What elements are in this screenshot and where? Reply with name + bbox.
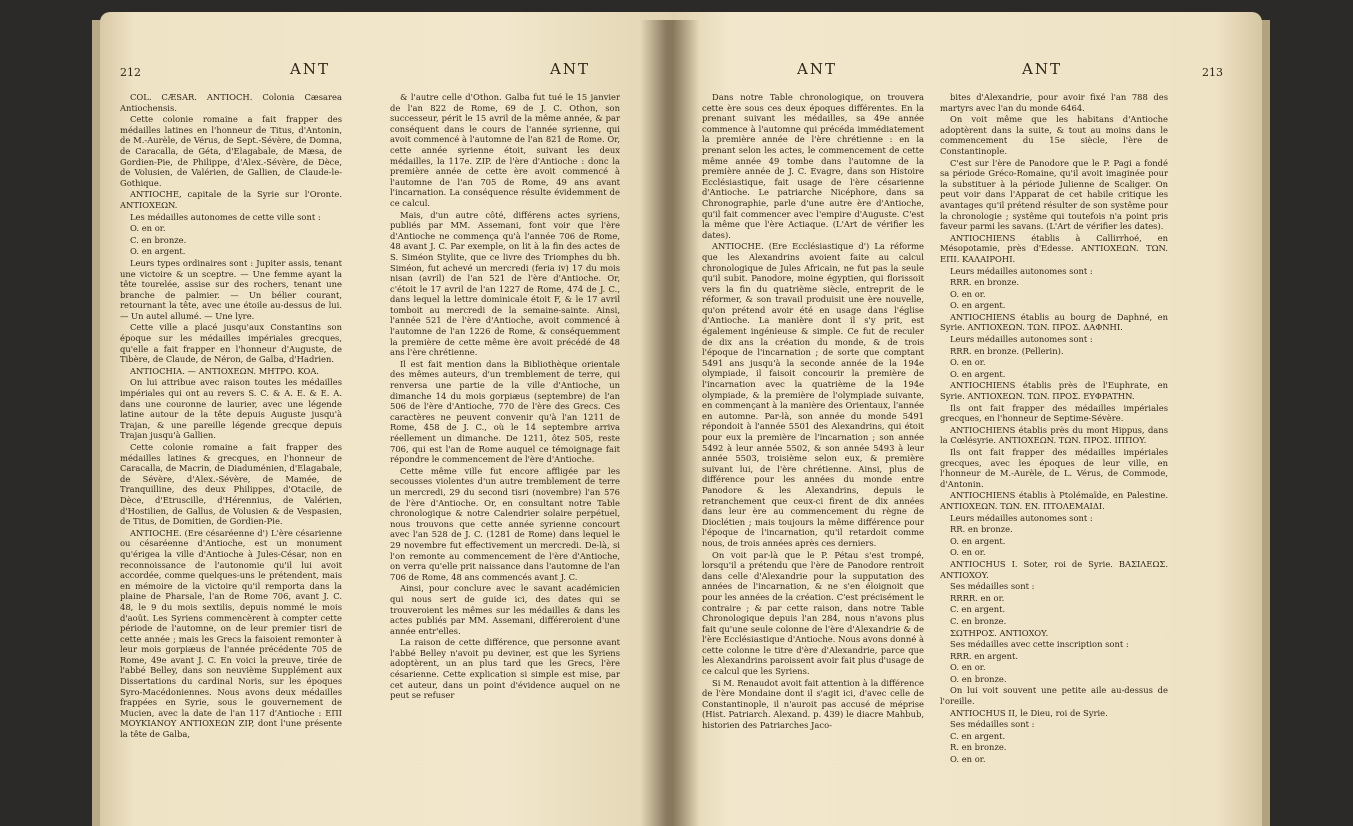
text-paragraph: RRRR. en or. xyxy=(950,592,1005,603)
text-paragraph: RR. en bronze. xyxy=(950,524,1013,535)
text-paragraph: C. en bronze. xyxy=(130,234,187,245)
text-paragraph: O. en or. xyxy=(950,754,986,765)
text-paragraph: On voit même que les habitans d'Antioche adoptèrent dans la suite, & tout au moins dans le commencement du 15e siècle, l'ère de Constantinople. xyxy=(940,114,1168,156)
text-paragraph: RRR. en bronze. (Pellerin). xyxy=(950,345,1064,356)
left-page-header xyxy=(120,60,660,84)
text-paragraph: Cette colonie romaine a fait frapper des médailles latines en l'honneur de Titus, d'Antonin, de M.-Aurèle, de Vérus, de Sept.-Sévère, de Domna, de Caracalla, de Géta, d'Elagabale, de Mæsa, de Gordien-Pie, de Philippe, d'Alex.-Sévère, de Dèce, de Volusien, de Valérien, de Gallien, de Claude-le-Gothique. xyxy=(120,114,342,188)
text-paragraph: Ses médailles avec cette inscription sont : xyxy=(950,639,1129,650)
left-page-column-1 xyxy=(120,92,342,741)
text-paragraph: O. en or. xyxy=(130,223,166,234)
text-paragraph: ANTIOCHIENS établis à Callirrhoé, en Mésopotamie, près d'Edesse. ANTIOXEΩN. TΩN. EΠI. KAΛAIPOHI. xyxy=(940,232,1168,264)
text-paragraph: R. en bronze. xyxy=(950,742,1007,753)
text-paragraph: C. en argent. xyxy=(950,604,1006,615)
page-number-left: 212 xyxy=(120,66,141,79)
text-paragraph: ANTIOCHIENS établis au bourg de Daphné, en Syrie. ANTIOXEΩN. TΩN. ΠPOΣ. ΔAΦNHI. xyxy=(940,311,1168,333)
text-paragraph: On lui attribue avec raison toutes les médailles impériales qui ont au revers S. C. & A. E. & E. A. dans une couronne de laurier, avec une légende latine autour de la tête depuis Auguste jusqu'à Trajan, & une pareille légende grecque depuis Trajan jusqu'à Gallien. xyxy=(120,377,342,441)
text-paragraph: On lui voit souvent une petite aile au-dessus de l'oreille. xyxy=(940,685,1168,707)
text-paragraph: O. en argent. xyxy=(950,300,1006,311)
text-paragraph: ANTIOCHUS II, le Dieu, roi de Syrie. xyxy=(950,707,1108,718)
text-paragraph: Leurs médailles autonomes sont : xyxy=(950,334,1093,345)
text-paragraph: O. en argent. xyxy=(130,246,186,257)
text-paragraph: Mais, d'un autre côté, différens actes syriens, publiés par MM. Assemani, font voir que l'ère d'Antioche ne commença qu'à l'année 706 de Rome, 48 avant J. C. Par exemple, on lit à la fin des actes de S. Siméon Stylite, que ce livre des Triomphes du bh. Siméon, fut achevé un mercredi (feria iv) 17 du mois nisan (avril) de l'an 521 de l'ère d'Antioche. Or, c'étoit le 17 avril de l'an 1227 de Rome, 474 de J. C., dans lequel la lettre dominicale étoit F, & le 17 avril tomboit au mercredi de la semaine-sainte. Ainsi, l'année 521 de l'ère d'Antioche, avoit commencé à l'automne de l'an 1226 de Rome, & conséquemment la première de cette même ère avoit précédé de 48 ans l'ère chrétienne. xyxy=(390,209,620,358)
text-paragraph: ANTIOCHIA. — ANTIOXEΩN. MHTPO. KOA. xyxy=(130,365,320,376)
text-paragraph: O. en or. xyxy=(950,662,986,673)
text-paragraph: Cette même ville fut encore affligée par les secousses violentes d'un autre tremblement de terre un mercredi, 29 du second tisri (novembre) l'an 576 de l'ère d'Antioche. Or, en consultant notre Table chronologique & notre Calendrier solaire perpétuel, nous trouvons que cette année syrienne concourt avec l'an 528 de J. C. (1281 de Rome) dans lequel le 29 novembre fut effectivement un mercredi. De-là, si l'on remonte au commencement de l'ère d'Antioche, on verra qu'elle prit naissance dans l'automne de l'an 706 de Rome, 48 ans commencés avant J. C. xyxy=(390,465,620,582)
text-paragraph: O. en bronze. xyxy=(950,673,1007,684)
text-paragraph: ANTIOCHE. (Ere césaréenne d') L'ère césarienne ou césaréenne d'Antioche, est un monument qu'érigea la ville d'Antioche à Jules-César, non en reconnoissance de l'autonomie qu'il lui avoit accordée, comme quelques-uns le prétendent, mais en mémoire de la victoire qu'il remporta dans la plaine de Pharsale, l'an de Rome 706, avant J. C. 48, le 9 du mois sextilis, depuis nommé le mois d'août. Les Syriens commencèrent à compter cette période de l'automne, on de leur premier tisri de cette année ; mais les Grecs la faisoient remonter à leur mois gorpiæus de l'année précédente 705 de Rome, 49e avant J. C. En voici la preuve, tirée de l'abbé Belley, dans son neuvième Supplément aux Dissertations du cardinal Noris, sur les époques Syro-Macédoniennes. Nous avons deux médailles frappées en Syrie, sous le gouvernement de Mucien, avec la date de l'an 117 d'Antioche : EΠI MOYKIANOY ANTIOXEΩN ZIP, dont l'une présente la tête de Galba, xyxy=(120,527,342,740)
running-head-left-1: ANT xyxy=(290,60,330,78)
text-paragraph: O. en or. xyxy=(950,288,986,299)
text-paragraph: Ses médailles sont : xyxy=(950,719,1035,730)
running-head-right-2: ANT xyxy=(1022,60,1062,78)
text-paragraph: Leurs médailles autonomes sont : xyxy=(950,265,1093,276)
right-page xyxy=(672,12,1262,826)
text-paragraph: ANTIOCHIENS établis près du mont Hippus, dans la Cœlésyrie. ANTIOXEΩN. TΩN. ΠPOΣ. IΠΠOY. xyxy=(940,424,1168,446)
left-page xyxy=(100,12,675,826)
running-head-left-2: ANT xyxy=(550,60,590,78)
text-paragraph: ANTIOCHUS I. Soter, roi de Syrie. BAΣIΛEΩΣ. ANTIOXOY. xyxy=(940,558,1168,580)
text-paragraph: La raison de cette différence, que personne avant l'abbé Belley n'avoit pu deviner, est que les Syriens adoptèrent, un an plus tard que les Grecs, l'ère césarienne. Cette explication si simple est mise, par cet auteur, dans un point d'évidence auquel on ne peut se refuser xyxy=(390,637,620,701)
text-paragraph: RRR. en bronze. xyxy=(950,277,1020,288)
text-paragraph: Il est fait mention dans la Bibliothèque orientale des mêmes auteurs, d'un tremblement de terre, qui renversa une partie de la ville d'Antioche, un dimanche 14 du mois gorpiæus (septembre) de l'an 506 de l'ère d'Antioche, 770 de l'ère des Grecs. Ces caractères ne peuvent convenir qu'à l'an 1211 de Rome, 458 de J. C., où le 14 septembre arriva réellement un dimanche. De 1211, ôtez 505, reste 706, qui est l'an de Rome auquel ce témoignage fait répondre le commencement de l'ère d'Antioche. xyxy=(390,358,620,465)
text-paragraph: Ils ont fait frapper des médailles impériales grecques, en l'honneur de Septime-Sévère. xyxy=(940,402,1168,424)
text-paragraph: Si M. Renaudot avoit fait attention à la différence de l'ère Mondaine dont il s'agit ici, d'avec celle de Constantinople, il n'auroit pas accusé de méprise (Hist. Patriarch. Alexand. p. 439) le diacre Mahbub, historien des Patriarches Jaco- xyxy=(702,677,924,731)
text-paragraph: Leurs médailles autonomes sont : xyxy=(950,512,1093,523)
text-paragraph: On voit par-là que le P. Pétau s'est trompé, lorsqu'il a prétendu que l'ère de Panodore rentroit dans celle d'Alexandrie pour la supputation des années de l'incarnation, & ne s'en éloignoit que pour les années de la création. C'est précisément le contraire ; & par cette raison, dans notre Table Chronologique depuis l'an 284, nous n'avons plus fait qu'une seule colonne de l'ère d'Alexandrie & de l'ère Ecclésiastique d'Antioche. Nous avons donné à cette colonne le titre d'ère d'Alexandrie, parce que les Alexandrins paroissent avoir fait plus d'usage de ce calcul que les Syriens. xyxy=(702,549,924,677)
text-paragraph: Ses médailles sont : xyxy=(950,581,1035,592)
text-paragraph: RRR. en argent. xyxy=(950,650,1018,661)
text-paragraph: C. en bronze. xyxy=(950,615,1007,626)
text-paragraph: ANTIOCHE, capitale de la Syrie sur l'Oronte. ANTIOXEΩN. xyxy=(120,189,342,210)
text-paragraph: Cette colonie romaine a fait frapper des médailles latines & grecques, en l'honneur de Caracalla, de Macrin, de Diaduménien, d'Elagabale, de Sévère, d'Alex.-Sévère, de Mamée, de Tranquilline, des deux Philippes, d'Otacile, de Dèce, d'Etruscille, d'Hérennius, de Valérien, d'Hostilien, de Gallus, de Volusien & de Vespasien, de Titus, de Domitien, de Gordien-Pie. xyxy=(120,442,342,527)
text-paragraph: O. en or. xyxy=(950,547,986,558)
text-paragraph: O. en or. xyxy=(950,357,986,368)
text-paragraph: C'est sur l'ère de Panodore que le P. Pagi a fondé sa période Gréco-Romaine, qu'il avoit imaginée pour la substituer à la période Julienne de Scaliger. On peut voir dans l'Apparat de cet habile critique les avantages qu'il prétend résulter de son systême pour la chronologie ; systême qui toutefois n'a point pris faveur parmi les savans. (L'Art de vérifier les dates). xyxy=(940,157,1168,232)
text-paragraph: bites d'Alexandrie, pour avoir fixé l'an 788 des martyrs avec l'an du monde 6464. xyxy=(940,92,1168,113)
left-page-column-2 xyxy=(390,92,620,702)
running-head-right-1: ANT xyxy=(797,60,837,78)
text-paragraph: ΣΩTHPOΣ. ANTIOXOY. xyxy=(950,627,1049,638)
text-paragraph: Ils ont fait frapper des médailles impériales grecques, avec les époques de leur ville, en l'honneur de M.-Aurèle, de L. Vérus, de Commode, d'Antonin. xyxy=(940,447,1168,489)
text-paragraph: Leurs types ordinaires sont : Jupiter assis, tenant une victoire & un sceptre. — Une femme ayant la tête tourelée, assise sur des rochers, tenant une branche de palmier. — Un bélier courant, retournant la tête, avec une étoile au-dessus de lui. — Un autel allumé. — Une lyre. xyxy=(120,257,342,321)
text-paragraph: Dans notre Table chronologique, on trouvera cette ère sous ces deux époques différentes. En la prenant suivant les médailles, sa 49e année commence à l'automne qui précéda immédiatement la première année de l'ère chrétienne : en la prenant selon les actes, le commencement de cette même année 49 tombe dans l'automne de la première année de J. C. Evagre, dans son Histoire Ecclésiastique, fait usage de l'ère césarienne d'Antioche. Le patriarche Nicéphore, dans sa Chronographie, parle d'une autre ère d'Antioche, qu'il fait commencer avec l'empire d'Auguste. C'est la même que l'ère Actiaque. (L'Art de vérifier les dates). xyxy=(702,92,924,240)
text-paragraph: C. en argent. xyxy=(950,730,1006,741)
text-paragraph: ANTIOCHIENS établis près de l'Euphrate, en Syrie. ANTIOXEΩN. TΩN. ΠPOΣ. EYΦPATHN. xyxy=(940,380,1168,402)
right-page-column-2 xyxy=(940,92,1168,766)
text-paragraph: Cette ville a placé jusqu'aux Constantins son époque sur les médailles impériales grecques, qu'elle a fait frapper en l'honneur d'Auguste, de Tibère, de Claude, de Néron, de Galba, d'Hadrien. xyxy=(120,322,342,365)
text-paragraph: O. en argent. xyxy=(950,535,1006,546)
right-page-column-1 xyxy=(702,92,924,732)
text-paragraph: ANTIOCHE. (Ere Ecclésiastique d') La réforme que les Alexandrins avoient faite au calcul chronologique de Jules Africain, ne fut pas la seule qu'il subit. Panodore, moine égyptien, qui florissoit vers la fin du quatrième siècle, entreprit de le réformer, & son travail produisit une ère nouvelle, qu'on prétend avoir été en usage dans l'église d'Antioche. La manière dont il s'y prit, est également ingénieuse & simple. Ce fut de reculer de dix ans la création du monde, & de trois l'époque de l'incarnation ; de sorte que comptant 5491 ans jusqu'à la seconde année de la 194e olympiade, il faisoit concourir la première de l'incarnation avec la quatrième de la 194e olympiade, & la première de l'olympiade suivante, en commençant à la manière des Orientaux, l'année en automne. Par-là, son année du monde 5491 répondoit à l'année 5501 des Alexandrins, qui étoit pour eux la première de l'incarnation ; son année 5492 à leur année 5502, & son année 5493 à leur année 5503, troisième selon eux, & première suivant lui, de l'ère chrétienne. Ainsi, plus de différence pour les années du monde entre Panodore & les Alexandrins, depuis le retranchement que ceux-ci firent de dix années dans leur ère au commencement du règne de Dioclétien ; mais toujours la même différence pour l'époque de l'incarnation, qu'il retardoit comme nous, de trois années après ces derniers. xyxy=(702,241,924,548)
text-paragraph: O. en argent. xyxy=(950,368,1006,379)
text-paragraph: & l'autre celle d'Othon. Galba fut tué le 15 janvier de l'an 822 de Rome, 69 de J. C. Othon, son successeur, périt le 15 avril de la même année, & par conséquent dans le cours de l'année syrienne, qui avoit commencé à l'automne de l'an 821 de Rome. Or, cette année syrienne étoit, suivant les deux médailles, la 117e. ZIP. de l'ère d'Antioche : donc la première année de cette ère avoit commencé à l'automne de l'an 705 de Rome, 49 ans avant l'incarnation. La conséquence résulte évidemment de ce calcul. xyxy=(390,92,620,208)
right-page-header xyxy=(702,60,1242,84)
text-paragraph: Ainsi, pour conclure avec le savant académicien qui nous sert de guide ici, des dates qui se trouveroient les mêmes sur les médailles & dans les actes publiés par MM. Assemani, différeroient d'une année entr'elles. xyxy=(390,583,620,636)
text-paragraph: COL. CÆSAR. ANTIOCH. Colonia Cæsarea Antiochensis. xyxy=(120,92,342,113)
page-number-right: 213 xyxy=(1202,66,1223,79)
text-paragraph: ANTIOCHIENS établis à Ptolémaïde, en Palestine. ANTIOXEΩN. TΩN. EN. ΠTOΛEMAIΔI. xyxy=(940,490,1168,511)
text-paragraph: Les médailles autonomes de cette ville sont : xyxy=(130,211,321,222)
